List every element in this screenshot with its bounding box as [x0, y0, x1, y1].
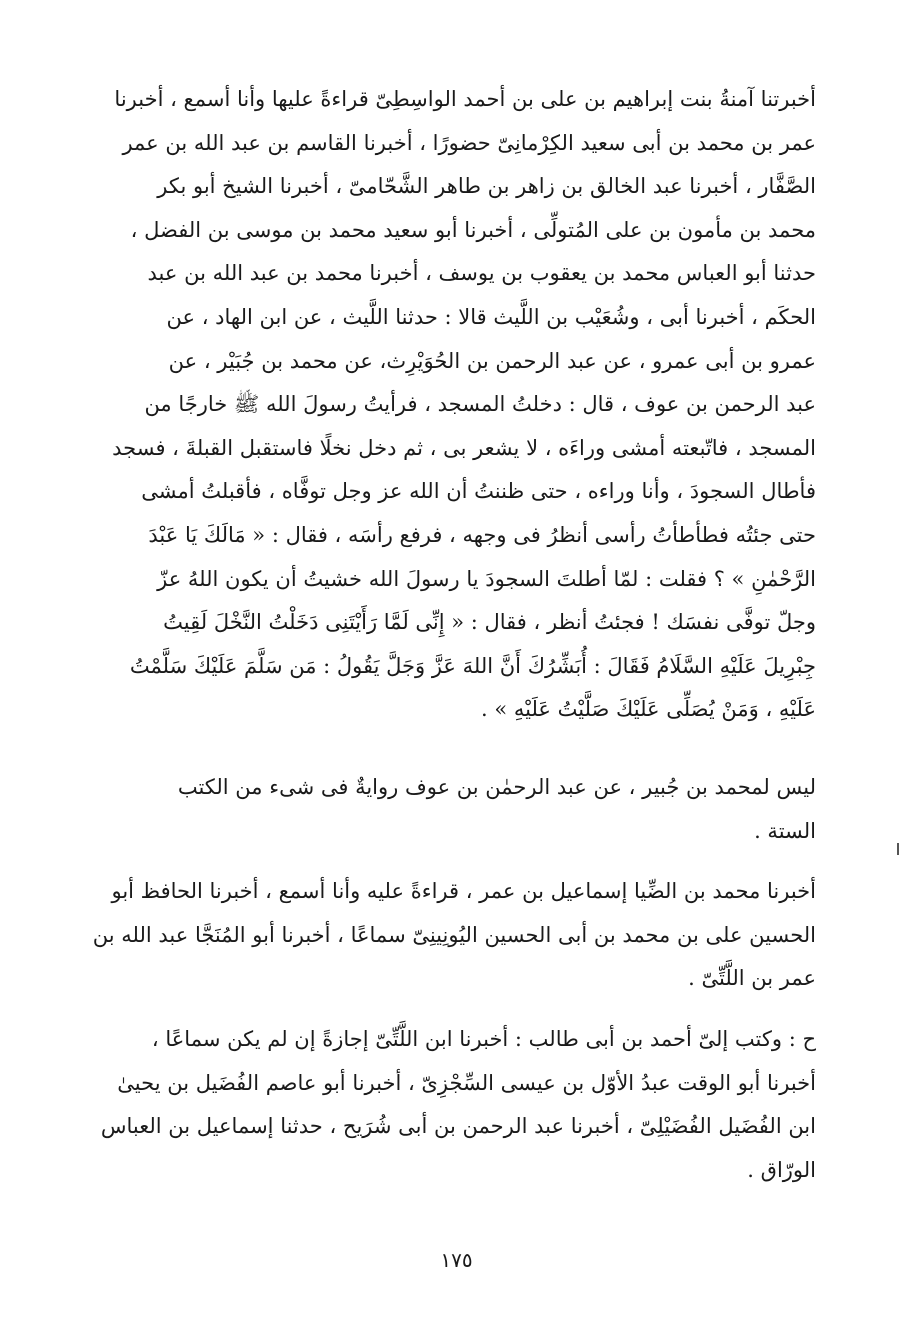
text-line: أخبرتنا آمنةُ بنت إبراهيم بن على بن أحمد الواسِطِىّ قراءةً عليها وأنا أسمع ، أخبرنا [114, 87, 816, 111]
text-line: وجلّ توفَّى نفسَك ! فجئتُ أنظر ، فقال : « إِنِّى لَمَّا رَأَيْتَنِى دَخَلْتُ النَّخْلَ لَقِيتُ [163, 610, 816, 635]
text-line: فأطال السجودَ ، وأنا وراءه ، حتى ظننتُ أن الله عز وجل توفَّاه ، فأقبلتُ أمشى [141, 479, 816, 504]
text-line: الحكَم ، أخبرنا أبى ، وشُعَيْب بن اللَّيث قالا : حدثنا اللَّيث ، عن ابن الهاد ، عن [166, 304, 816, 329]
page-number: ١٧٥ [440, 1248, 473, 1272]
text-line: عمر بن محمد بن أبى سعيد الكِرْمانِىّ حضورًا ، أخبرنا القاسم بن عبد الله بن عمر [122, 130, 816, 155]
chain-paragraph [78, 870, 816, 1001]
text-line: الرَّحْمٰنِ » ؟ فقلت : لمّا أطلتَ السجودَ يا رسولَ الله خشيتُ أن يكون اللهُ عزّ [157, 566, 816, 591]
text-line: عمرو بن أبى عمرو ، عن عبد الرحمن بن الحُوَيْرِث، عن محمد بن جُبَيْر ، عن [168, 348, 816, 373]
text-line: عمر بن اللَّتِّىّ . [688, 966, 816, 991]
text-line: ليس لمحمد بن جُبير ، عن عبد الرحمٰن بن عوف روايةٌ فى شىء من الكتب [177, 775, 816, 799]
hadith-paragraph [78, 78, 816, 732]
text-line: الصَّفَّار ، أخبرنا عبد الخالق بن زاهر بن طاهر الشَّحّامىّ ، أخبرنا الشيخ أبو بكر [157, 174, 816, 199]
text-line: ح : وكتب إلىّ أحمد بن أبى طالب : أخبرنا ابن اللَّتِّىّ إجازةً إن لم يكن سماعًا ، [151, 1027, 816, 1051]
text-line: الستة . [754, 818, 816, 843]
text-line: جِبْرِيلَ عَلَيْهِ السَّلَامُ فَقَالَ : أُبَشِّرُكَ أَنَّ اللهَ عَزَّ وَجَلَّ يَقُولُ : مَن سَلَّمَ عَلَيْكَ سَلَّمْتُ [129, 653, 816, 678]
text-line: عَلَيْهِ ، وَمَنْ يُصَلِّى عَلَيْكَ صَلَّيْتُ عَلَيْهِ » . [480, 697, 816, 722]
scan-speck [897, 843, 899, 855]
text-line: أخبرنا محمد بن الضِّيا إسماعيل بن عمر ، قراءةً عليه وأنا أسمع ، أخبرنا الحافظ أبو [111, 879, 816, 903]
text-line: حتى جئتُه فطأطأتُ رأسى أنظرُ فى وجهه ، فرفع رأسَه ، فقال : « مَالَكَ يَا عَبْدَ [148, 522, 816, 547]
text-line: أخبرنا أبو الوقت عبدُ الأوّل بن عيسى السِّجْزِىّ ، أخبرنا أبو عاصم الفُضَيل بن يحيىٰ [117, 1070, 816, 1095]
chain-paragraph [78, 1018, 816, 1192]
text-line: ابن الفُضَيل الفُضَيْلِىّ ، أخبرنا عبد الرحمن بن أبى شُرَيح ، حدثنا إسماعيل بن العباس [100, 1114, 816, 1139]
text-line: حدثنا أبو العباس محمد بن يعقوب بن يوسف ، أخبرنا محمد بن عبد الله بن عبد [147, 261, 816, 286]
commentary-paragraph [78, 766, 816, 853]
text-line: عبد الرحمن بن عوف ، قال : دخلتُ المسجد ، فرأيتُ رسولَ الله ﷺ خارجًا من [144, 392, 816, 417]
text-line: محمد بن مأمون بن على المُتولِّى ، أخبرنا أبو سعيد محمد بن موسى بن الفضل ، [130, 217, 816, 242]
text-line: الحسين على بن محمد بن أبى الحسين اليُونِينِىّ سماعًا ، أخبرنا أبو المُنَجَّا عبد الله بن [92, 922, 816, 947]
text-line: الورّاق . [747, 1157, 816, 1182]
text-line: المسجد ، فاتّبعته أمشى وراءَه ، لا يشعر بى ، ثم دخل نخلًا فاستقبل القبلةَ ، فسجد [112, 435, 816, 460]
